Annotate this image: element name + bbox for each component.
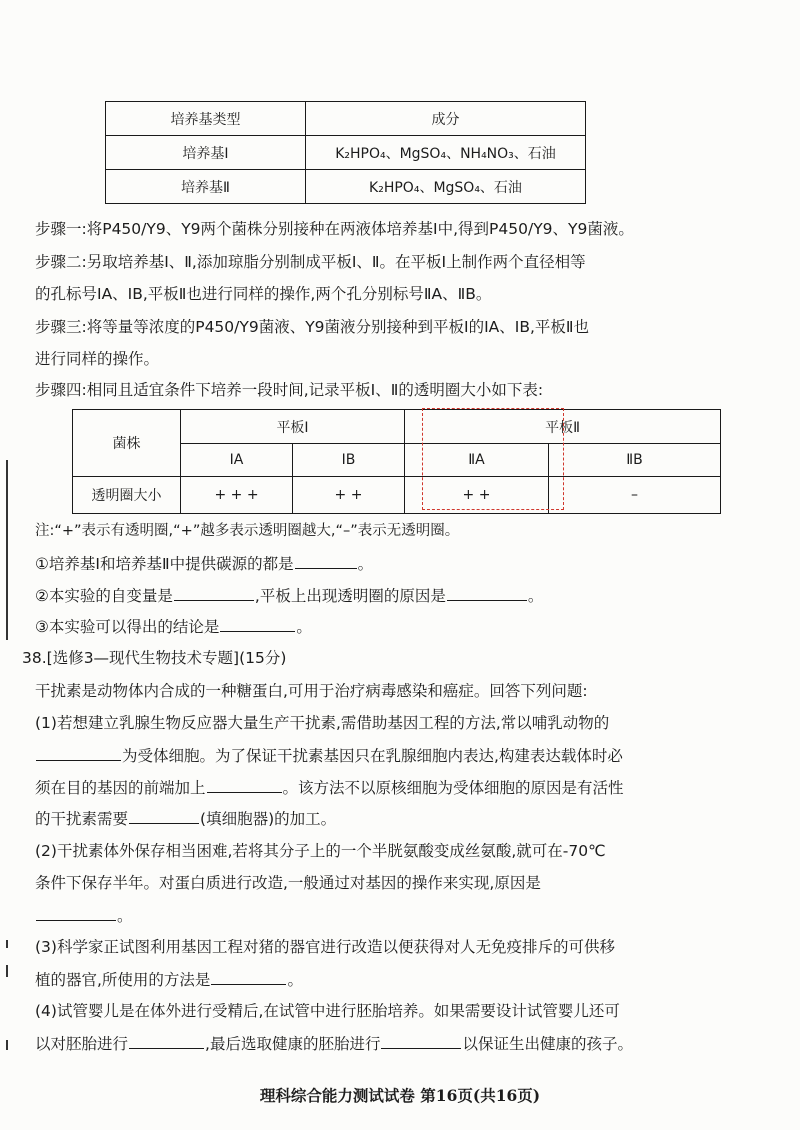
scan-margin-mark: [6, 940, 8, 948]
p1c-end: 。该方法不以原核细胞为受体细胞的原因是有活性: [282, 779, 624, 797]
table1-cell: K₂HPO₄、MgSO₄、NH₄NO₃、石油: [306, 136, 586, 170]
p3b-end: 。: [287, 971, 303, 989]
question-38-title: 38.[选修3—现代生物技术专题](15分): [22, 649, 287, 667]
answer-blank[interactable]: [129, 808, 199, 824]
q38-part1-line1: (1)若想建立乳腺生物反应器大量生产干扰素,需借助基因工程的方法,常以哺乳动物的: [35, 714, 610, 732]
q38-part2-line3: [35, 905, 745, 926]
p4b-text: 以对胚胎进行: [35, 1035, 129, 1053]
scan-margin-mark: [6, 1040, 8, 1050]
q2-end: 。: [527, 587, 544, 605]
q3-text: ③本实验可以得出的结论是: [35, 618, 220, 636]
p1c-text: 须在目的基因的前端加上: [35, 779, 206, 797]
question-37-part2: [35, 585, 745, 606]
q38-part1-line3: [35, 777, 745, 798]
q38-part2-line1: (2)干扰素体外保存相当困难,若将其分子上的一个半胱氨酸变成丝氨酸,就可在-70℃: [35, 842, 606, 860]
answer-blank[interactable]: [207, 777, 282, 793]
clear-zone-table: [72, 409, 721, 514]
col-ia: ⅠA: [181, 444, 293, 477]
scan-margin-mark: [6, 965, 8, 977]
p4b-mid: ,最后选取健康的胚胎进行: [205, 1035, 381, 1053]
q38-part3-line2: [35, 969, 745, 990]
step-four: 步骤四:相同且适宜条件下培养一段时间,记录平板Ⅰ、Ⅱ的透明圈大小如下表:: [35, 381, 544, 399]
value-iib: –: [549, 477, 721, 514]
red-dashed-annotation: [422, 408, 564, 510]
plate-one-header: 平板Ⅰ: [181, 410, 405, 444]
col-ib: ⅠB: [293, 444, 405, 477]
value-iia: + +: [405, 477, 549, 514]
step-three-line2: 进行同样的操作。: [35, 350, 160, 368]
page-footer: 理科综合能力测试试卷 第16页(共16页): [259, 1086, 541, 1105]
q2-mid: ,平板上出现透明圈的原因是: [254, 587, 446, 605]
q38-part3-line1: (3)科学家正试图利用基因工程对猪的器官进行改造以便获得对人无免疫排斥的可供移: [35, 938, 615, 956]
answer-blank[interactable]: [381, 1033, 461, 1049]
q38-part1-line2: [35, 745, 745, 766]
q3-end: 。: [296, 618, 312, 636]
p1d-text: 的干扰素需要: [35, 810, 129, 828]
q38-part2-line2: 条件下保存半年。对蛋白质进行改造,一般通过对基因的操作来实现,原因是: [35, 874, 541, 892]
clear-zone-label: 透明圈大小: [73, 477, 181, 514]
q1-end: 。: [357, 555, 374, 573]
table1-cell: 培养基Ⅱ: [106, 170, 306, 204]
table1-header-type: 培养基类型: [106, 102, 306, 136]
answer-blank[interactable]: [36, 745, 121, 761]
col-iia: ⅡA: [405, 444, 549, 477]
table-note: 注:“+”表示有透明圈,“+”越多表示透明圈越大,“–”表示无透明圈。: [35, 523, 460, 539]
step-two-line2: 的孔标号ⅠA、ⅠB,平板Ⅱ也进行同样的操作,两个孔分别标号ⅡA、ⅡB。: [35, 285, 492, 303]
medium-composition-table: [105, 101, 586, 204]
q2-text: ②本实验的自变量是: [35, 587, 173, 605]
scan-margin-line: [6, 460, 8, 640]
answer-blank[interactable]: [36, 905, 116, 921]
answer-blank[interactable]: [220, 616, 295, 632]
q38-part4-line2: [35, 1033, 745, 1054]
table1-cell: 培养基Ⅰ: [106, 136, 306, 170]
p1b-text: 为受体细胞。为了保证干扰素基因只在乳腺细胞内表达,构建表达载体时必: [122, 747, 623, 765]
strain-header: 菌株: [73, 410, 181, 477]
p1d-end: (填细胞器)的加工。: [200, 810, 337, 828]
answer-blank[interactable]: [129, 1033, 204, 1049]
answer-blank[interactable]: [174, 585, 254, 601]
value-ia: + + +: [181, 477, 293, 514]
step-two-line1: 步骤二:另取培养基Ⅰ、Ⅱ,添加琼脂分别制成平板Ⅰ、Ⅱ。在平板Ⅰ上制作两个直径相等: [35, 253, 586, 271]
table1-cell: K₂HPO₄、MgSO₄、石油: [306, 170, 586, 204]
answer-blank[interactable]: [295, 553, 357, 569]
question-37-part1: [35, 553, 745, 574]
step-one: 步骤一:将P450/Y9、Y9两个菌株分别接种在两液体培养基Ⅰ中,得到P450/Y9、Y9菌液。: [35, 220, 634, 238]
question-38-intro: 干扰素是动物体内合成的一种糖蛋白,可用于治疗病毒感染和癌症。回答下列问题:: [35, 682, 588, 700]
answer-blank[interactable]: [211, 969, 286, 985]
p2c-end: 。: [117, 907, 133, 925]
step-three-line1: 步骤三:将等量等浓度的P450/Y9菌液、Y9菌液分别接种到平板Ⅰ的ⅠA、ⅠB,平板Ⅱ也: [35, 318, 590, 336]
p4b-end: 以保证生出健康的孩子。: [462, 1035, 633, 1053]
value-ib: + +: [293, 477, 405, 514]
q1-text: ①培养基Ⅰ和培养基Ⅱ中提供碳源的都是: [35, 555, 294, 573]
p3b-text: 植的器官,所使用的方法是: [35, 971, 211, 989]
plate-two-header: 平板Ⅱ: [405, 410, 721, 444]
q38-part4-line1: (4)试管婴儿是在体外进行受精后,在试管中进行胚胎培养。如果需要设计试管婴儿还可: [35, 1002, 620, 1020]
question-37-part3: [35, 616, 745, 637]
q38-part1-line4: [35, 808, 745, 829]
table1-header-components: 成分: [306, 102, 586, 136]
col-iib: ⅡB: [549, 444, 721, 477]
answer-blank[interactable]: [447, 585, 527, 601]
